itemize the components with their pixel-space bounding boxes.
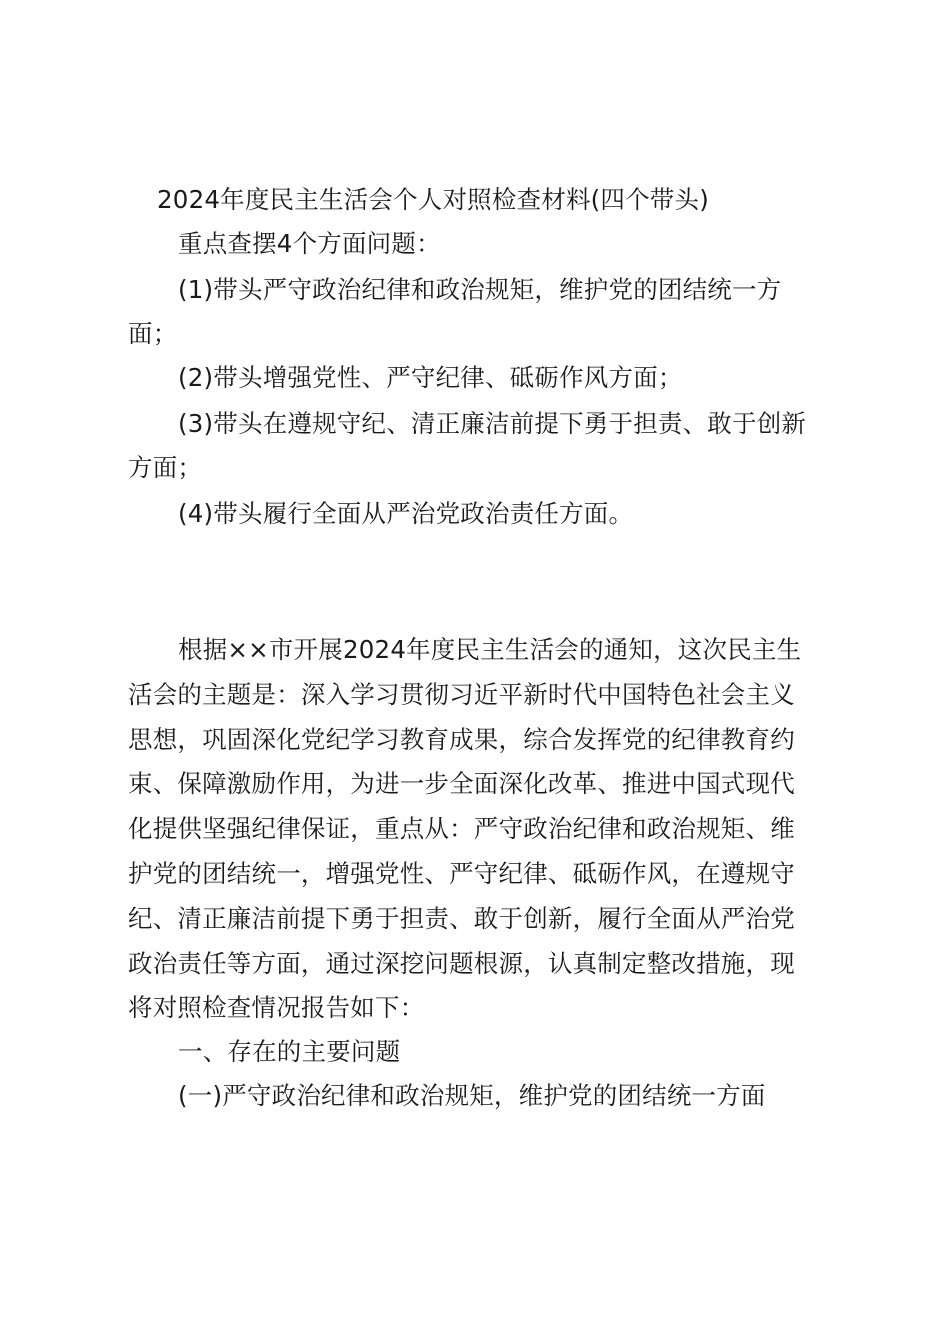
body-line: 思想，巩固深化党纪学习教育成果，综合发挥党的纪律教育约 xyxy=(128,724,795,754)
subsection-heading: (一)严守政治纪律和政治规矩，维护党的团结统一方面 xyxy=(178,1081,766,1110)
section-heading: 一、存在的主要问题 xyxy=(178,1037,401,1066)
body-line: 束、保障激励作用，为进一步全面深化改革、推进中国式现代 xyxy=(128,769,795,799)
item-3-line-1: (3)带头在遵规守纪、清正廉洁前提下勇于担责、敢于创新 xyxy=(178,409,807,438)
item-1-line-1: (1)带头严守政治纪律和政治规矩，维护党的团结统一方 xyxy=(178,275,782,304)
body-line: 化提供坚强纪律保证，重点从：严守政治纪律和政治规矩、维 xyxy=(128,814,795,844)
body-line: 纪、清正廉洁前提下勇于担责、敢于创新，履行全面从严治党 xyxy=(128,903,795,933)
body-line: 政治责任等方面，通过深挖问题根源，认真制定整改措施，现 xyxy=(128,948,795,978)
document-title: 2024年度民主生活会个人对照检查材料(四个带头) xyxy=(157,185,709,214)
body-line: 根据××市开展2024年度民主生活会的通知，这次民主生 xyxy=(178,635,802,664)
body-line: 护党的团结统一，增强党性、严守纪律、砥砺作风，在遵规守 xyxy=(128,858,795,888)
item-1-line-2: 面； xyxy=(128,319,178,348)
body-paragraph xyxy=(128,630,834,1033)
body-line: 将对照检查情况报告如下： xyxy=(128,993,425,1023)
body-line: 活会的主题是：深入学习贯彻习近平新时代中国特色社会主义 xyxy=(128,679,795,709)
item-3-line-2: 方面； xyxy=(128,453,203,482)
intro-text: 重点查摆4个方面问题： xyxy=(178,229,441,258)
item-4-line-1: (4)带头履行全面从严治党政治责任方面。 xyxy=(178,499,634,528)
item-2-line-1: (2)带头增强党性、严守纪律、砥砺作风方面； xyxy=(178,363,683,392)
